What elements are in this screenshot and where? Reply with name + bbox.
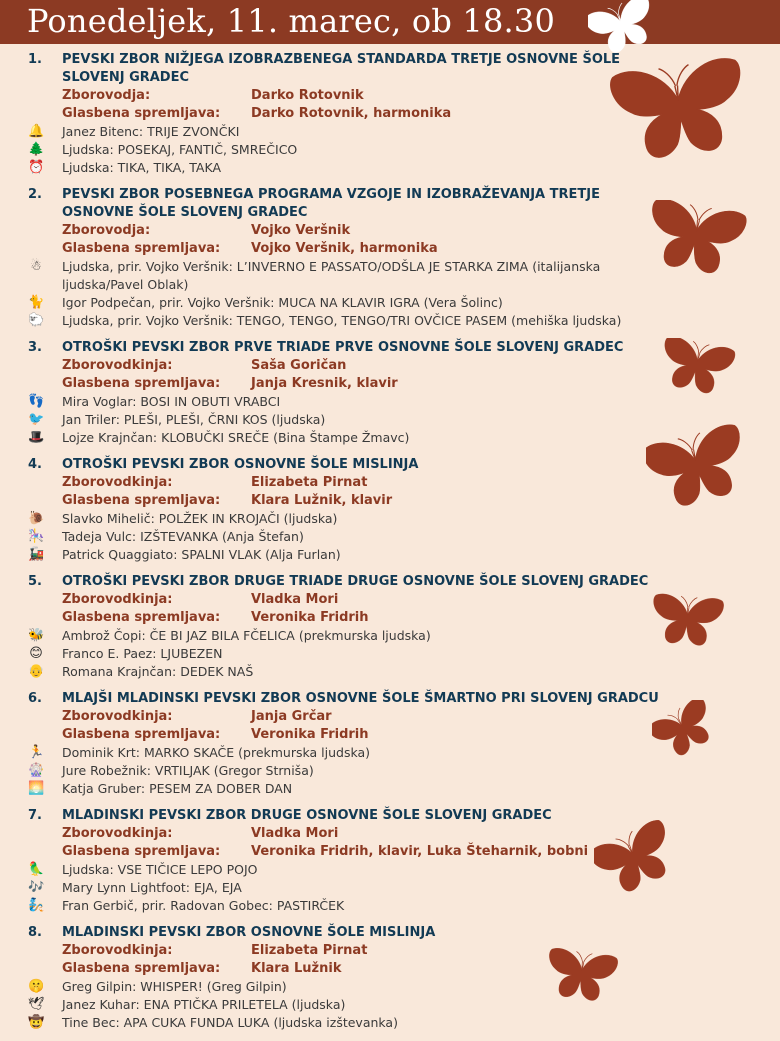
song-item xyxy=(0,879,780,897)
choir-name: PEVSKI ZBOR NIŽJEGA IZOBRAZBENEGA STANDARDA TRETJE OSNOVNE ŠOLE SLOVENJ GRADEC xyxy=(62,52,621,85)
choir-block xyxy=(0,339,780,447)
song-text: Dominik Krt: MARKO SKAČE (prekmurska ljudska) xyxy=(62,745,371,760)
role-label: Glasbena spremljava: xyxy=(62,844,221,859)
choir-number: 4. xyxy=(28,457,42,472)
shepherd-icon: 🧞 xyxy=(28,898,45,913)
choir-block xyxy=(0,690,780,798)
role-label: Zborovodkinja: xyxy=(62,358,173,373)
choir-name: MLADINSKI PEVSKI ZBOR DRUGE OSNOVNE ŠOLE SLOVENJ GRADEC xyxy=(62,808,552,823)
role-label: Zborovodkinja: xyxy=(62,475,173,490)
cowboy-face-icon: 🤠 xyxy=(28,1015,45,1030)
role-value: Vojko Veršnik, harmonika xyxy=(251,241,438,256)
role-label: Zborovodkinja: xyxy=(62,826,173,841)
accompaniment-row xyxy=(0,609,780,627)
song-item xyxy=(0,645,780,663)
song-text: Katja Gruber: PESEM ZA DOBER DAN xyxy=(62,781,293,796)
song-item xyxy=(0,627,780,645)
song-text: Romana Krajnčan: DEDEK NAŠ xyxy=(62,664,254,679)
parrot-icon: 🦜 xyxy=(28,862,45,877)
song-item xyxy=(0,510,780,528)
tree-icon: 🌲 xyxy=(28,142,45,157)
song-item xyxy=(0,780,780,798)
song-text: Patrick Quaggiato: SPALNI VLAK (Alja Furlan) xyxy=(62,547,341,562)
song-text: Tine Bec: APA CUKA FUNDA LUKA (ljudska izštevanka) xyxy=(62,1015,398,1030)
role-value: Janja Kresnik, klavir xyxy=(251,376,398,391)
song-text: Janez Bitenc: TRIJE ZVONČKI xyxy=(62,124,240,139)
choir-number: 5. xyxy=(28,574,42,589)
choir-heading xyxy=(0,924,780,942)
choir-name: PEVSKI ZBOR POSEBNEGA PROGRAMA VZGOJE IN IZOBRAŽEVANJA TRETJE OSNOVNE ŠOLE SLOVENJ GRADEC xyxy=(62,187,600,220)
sunrise-icon: 🌅 xyxy=(28,781,45,796)
song-item xyxy=(0,429,780,447)
conductor-row xyxy=(0,474,780,492)
role-value: Janja Grčar xyxy=(251,709,332,724)
role-value: Saša Goričan xyxy=(251,358,347,373)
accompaniment-row xyxy=(0,960,780,978)
choir-name: MLAJŠI MLADINSKI PEVSKI ZBOR OSNOVNE ŠOLE ŠMARTNO PRI SLOVENJ GRADCU xyxy=(62,691,659,706)
role-value: Veronika Fridrih xyxy=(251,727,369,742)
role-value: Elizabeta Pirnat xyxy=(251,475,368,490)
train-icon: 🚂 xyxy=(28,547,45,562)
choir-heading xyxy=(0,690,780,708)
role-value: Vladka Mori xyxy=(251,826,339,841)
conductor-row xyxy=(0,942,780,960)
choir-block xyxy=(0,924,780,1032)
song-text: Ljudska, prir. Vojko Veršnik: TENGO, TENGO, TENGO/TRI OVČICE PASEM (mehiška ljudska) xyxy=(62,313,622,328)
song-text: Ljudska, prir. Vojko Veršnik: L’INVERNO E PASSATO/ODŠLA JE STARKA ZIMA (italijanska ljudska/Pavel Oblak) xyxy=(62,259,601,292)
whisper-face-icon: 🤫 xyxy=(28,979,45,994)
accompaniment-row xyxy=(0,375,780,393)
role-value: Veronika Fridrih xyxy=(251,610,369,625)
choir-block xyxy=(0,807,780,915)
hat-icon: 🎩 xyxy=(28,430,45,445)
conductor-row xyxy=(0,357,780,375)
ferris-wheel-icon: 🎡 xyxy=(28,763,45,778)
conductor-row xyxy=(0,825,780,843)
role-value: Elizabeta Pirnat xyxy=(251,943,368,958)
choir-name: OTROŠKI PEVSKI ZBOR PRVE TRIADE PRVE OSNOVNE ŠOLE SLOVENJ GRADEC xyxy=(62,340,624,355)
song-item xyxy=(0,861,780,879)
role-label: Glasbena spremljava: xyxy=(62,727,221,742)
role-label: Zborovodkinja: xyxy=(62,943,173,958)
choir-heading xyxy=(0,807,780,825)
song-text: Jan Triler: PLEŠI, PLEŠI, ČRNI KOS (ljudska) xyxy=(62,412,326,427)
role-value: Darko Rotovnik xyxy=(251,88,364,103)
song-text: Mira Voglar: BOSI IN OBUTI VRABCI xyxy=(62,394,281,409)
role-label: Glasbena spremljava: xyxy=(62,961,221,976)
role-value: Veronika Fridrih, klavir, Luka Šteharnik, bobni xyxy=(251,844,589,859)
music-notes-icon: 🎶 xyxy=(28,880,45,895)
role-value: Klara Lužnik, klavir xyxy=(251,493,393,508)
role-label: Zborovodkinja: xyxy=(62,709,173,724)
flying-bird-icon: 🕊 xyxy=(28,997,45,1012)
song-item xyxy=(0,411,780,429)
choir-block xyxy=(0,186,780,330)
role-value: Vojko Veršnik xyxy=(251,223,351,238)
role-label: Zborovodkinja: xyxy=(62,592,173,607)
snowman-icon: ☃ xyxy=(30,259,42,274)
bell-icon: 🔔 xyxy=(28,124,45,139)
choir-number: 8. xyxy=(28,925,42,940)
accompaniment-row xyxy=(0,726,780,744)
role-value: Vladka Mori xyxy=(251,592,339,607)
song-item xyxy=(0,996,780,1014)
song-text: Ambrož Čopi: ČE BI JAZ BILA FČELICA (prekmurska ljudska) xyxy=(62,628,431,643)
choir-number: 3. xyxy=(28,340,42,355)
song-item xyxy=(0,159,780,177)
song-item xyxy=(0,663,780,681)
song-text: Ljudska: VSE TIČICE LEPO POJO xyxy=(62,862,258,877)
accompaniment-row xyxy=(0,492,780,510)
accompaniment-row xyxy=(0,105,780,123)
choir-heading xyxy=(0,51,780,87)
choir-block xyxy=(0,573,780,681)
role-label: Glasbena spremljava: xyxy=(62,106,221,121)
song-text: Lojze Krajnčan: KLOBUČKI SREČE (Bina Štampe Žmavc) xyxy=(62,430,410,445)
song-item xyxy=(0,528,780,546)
role-label: Zborovodja: xyxy=(62,223,151,238)
song-item xyxy=(0,258,780,294)
song-text: Slavko Mihelič: POLŽEK IN KROJAČI (ljudska) xyxy=(62,511,338,526)
song-item xyxy=(0,393,780,411)
accompaniment-row xyxy=(0,843,780,861)
role-value: Darko Rotovnik, harmonika xyxy=(251,106,452,121)
sheep-icon: 🐑 xyxy=(28,313,45,328)
role-label: Glasbena spremljava: xyxy=(62,493,221,508)
role-value: Klara Lužnik xyxy=(251,961,342,976)
old-man-icon: 👴 xyxy=(28,664,45,679)
choir-heading xyxy=(0,339,780,357)
song-text: Tadeja Vulc: IZŠTEVANKA (Anja Štefan) xyxy=(62,529,304,544)
header-bar xyxy=(0,0,780,44)
role-label: Glasbena spremljava: xyxy=(62,376,221,391)
song-text: Greg Gilpin: WHISPER! (Greg Gilpin) xyxy=(62,979,287,994)
song-item xyxy=(0,294,780,312)
choir-name: OTROŠKI PEVSKI ZBOR DRUGE TRIADE DRUGE OSNOVNE ŠOLE SLOVENJ GRADEC xyxy=(62,574,649,589)
choir-block xyxy=(0,51,780,177)
song-text: Fran Gerbič, prir. Radovan Gobec: PASTIRČEK xyxy=(62,898,345,913)
song-item xyxy=(0,978,780,996)
song-text: Jure Robežnik: VRTILJAK (Gregor Strniša) xyxy=(62,763,314,778)
accompaniment-row xyxy=(0,240,780,258)
song-text: Mary Lynn Lightfoot: EJA, EJA xyxy=(62,880,242,895)
conductor-row xyxy=(0,87,780,105)
song-item xyxy=(0,546,780,564)
white-butterfly-icon xyxy=(588,0,658,56)
choir-name: MLADINSKI PEVSKI ZBOR OSNOVNE ŠOLE MISLINJA xyxy=(62,925,436,940)
choir-heading xyxy=(0,186,780,222)
choir-heading xyxy=(0,573,780,591)
song-text: Igor Podpečan, prir. Vojko Veršnik: MUCA NA KLAVIR IGRA (Vera Šolinc) xyxy=(62,295,503,310)
snail-icon: 🐌 xyxy=(28,511,45,526)
choir-number: 2. xyxy=(28,187,42,202)
song-item xyxy=(0,141,780,159)
choir-block xyxy=(0,456,780,564)
carousel-icon: 🎠 xyxy=(28,529,45,544)
page-title: Ponedeljek, 11. marec, ob 18.30 xyxy=(27,2,556,40)
choir-number: 1. xyxy=(28,52,42,67)
conductor-row xyxy=(0,222,780,240)
choir-name: OTROŠKI PEVSKI ZBOR OSNOVNE ŠOLE MISLINJA xyxy=(62,457,419,472)
bird-icon: 🐦 xyxy=(28,412,45,427)
role-label: Zborovodja: xyxy=(62,88,151,103)
song-text: Ljudska: TIKA, TIKA, TAKA xyxy=(62,160,222,175)
choir-heading xyxy=(0,456,780,474)
conductor-row xyxy=(0,708,780,726)
choir-number: 7. xyxy=(28,808,42,823)
footprints-icon: 👣 xyxy=(28,394,45,409)
song-text: Franco E. Paez: LJUBEZEN xyxy=(62,646,223,661)
bee-icon: 🐝 xyxy=(28,628,45,643)
song-item xyxy=(0,123,780,141)
role-label: Glasbena spremljava: xyxy=(62,241,221,256)
song-item xyxy=(0,762,780,780)
conductor-row xyxy=(0,591,780,609)
role-label: Glasbena spremljava: xyxy=(62,610,221,625)
program-list xyxy=(0,51,780,1041)
song-item xyxy=(0,744,780,762)
song-text: Janez Kuhar: ENA PTIČKA PRILETELA (ljudska) xyxy=(62,997,346,1012)
alarm-clock-icon: ⏰ xyxy=(28,160,45,175)
song-item xyxy=(0,897,780,915)
running-icon: 🏃 xyxy=(28,745,45,760)
cat-icon: 🐈 xyxy=(28,295,45,310)
song-item xyxy=(0,312,780,330)
smiling-face-icon: 😊 xyxy=(29,646,43,661)
choir-number: 6. xyxy=(28,691,42,706)
song-text: Ljudska: POSEKAJ, FANTIČ, SMREČICO xyxy=(62,142,298,157)
song-item xyxy=(0,1014,780,1032)
